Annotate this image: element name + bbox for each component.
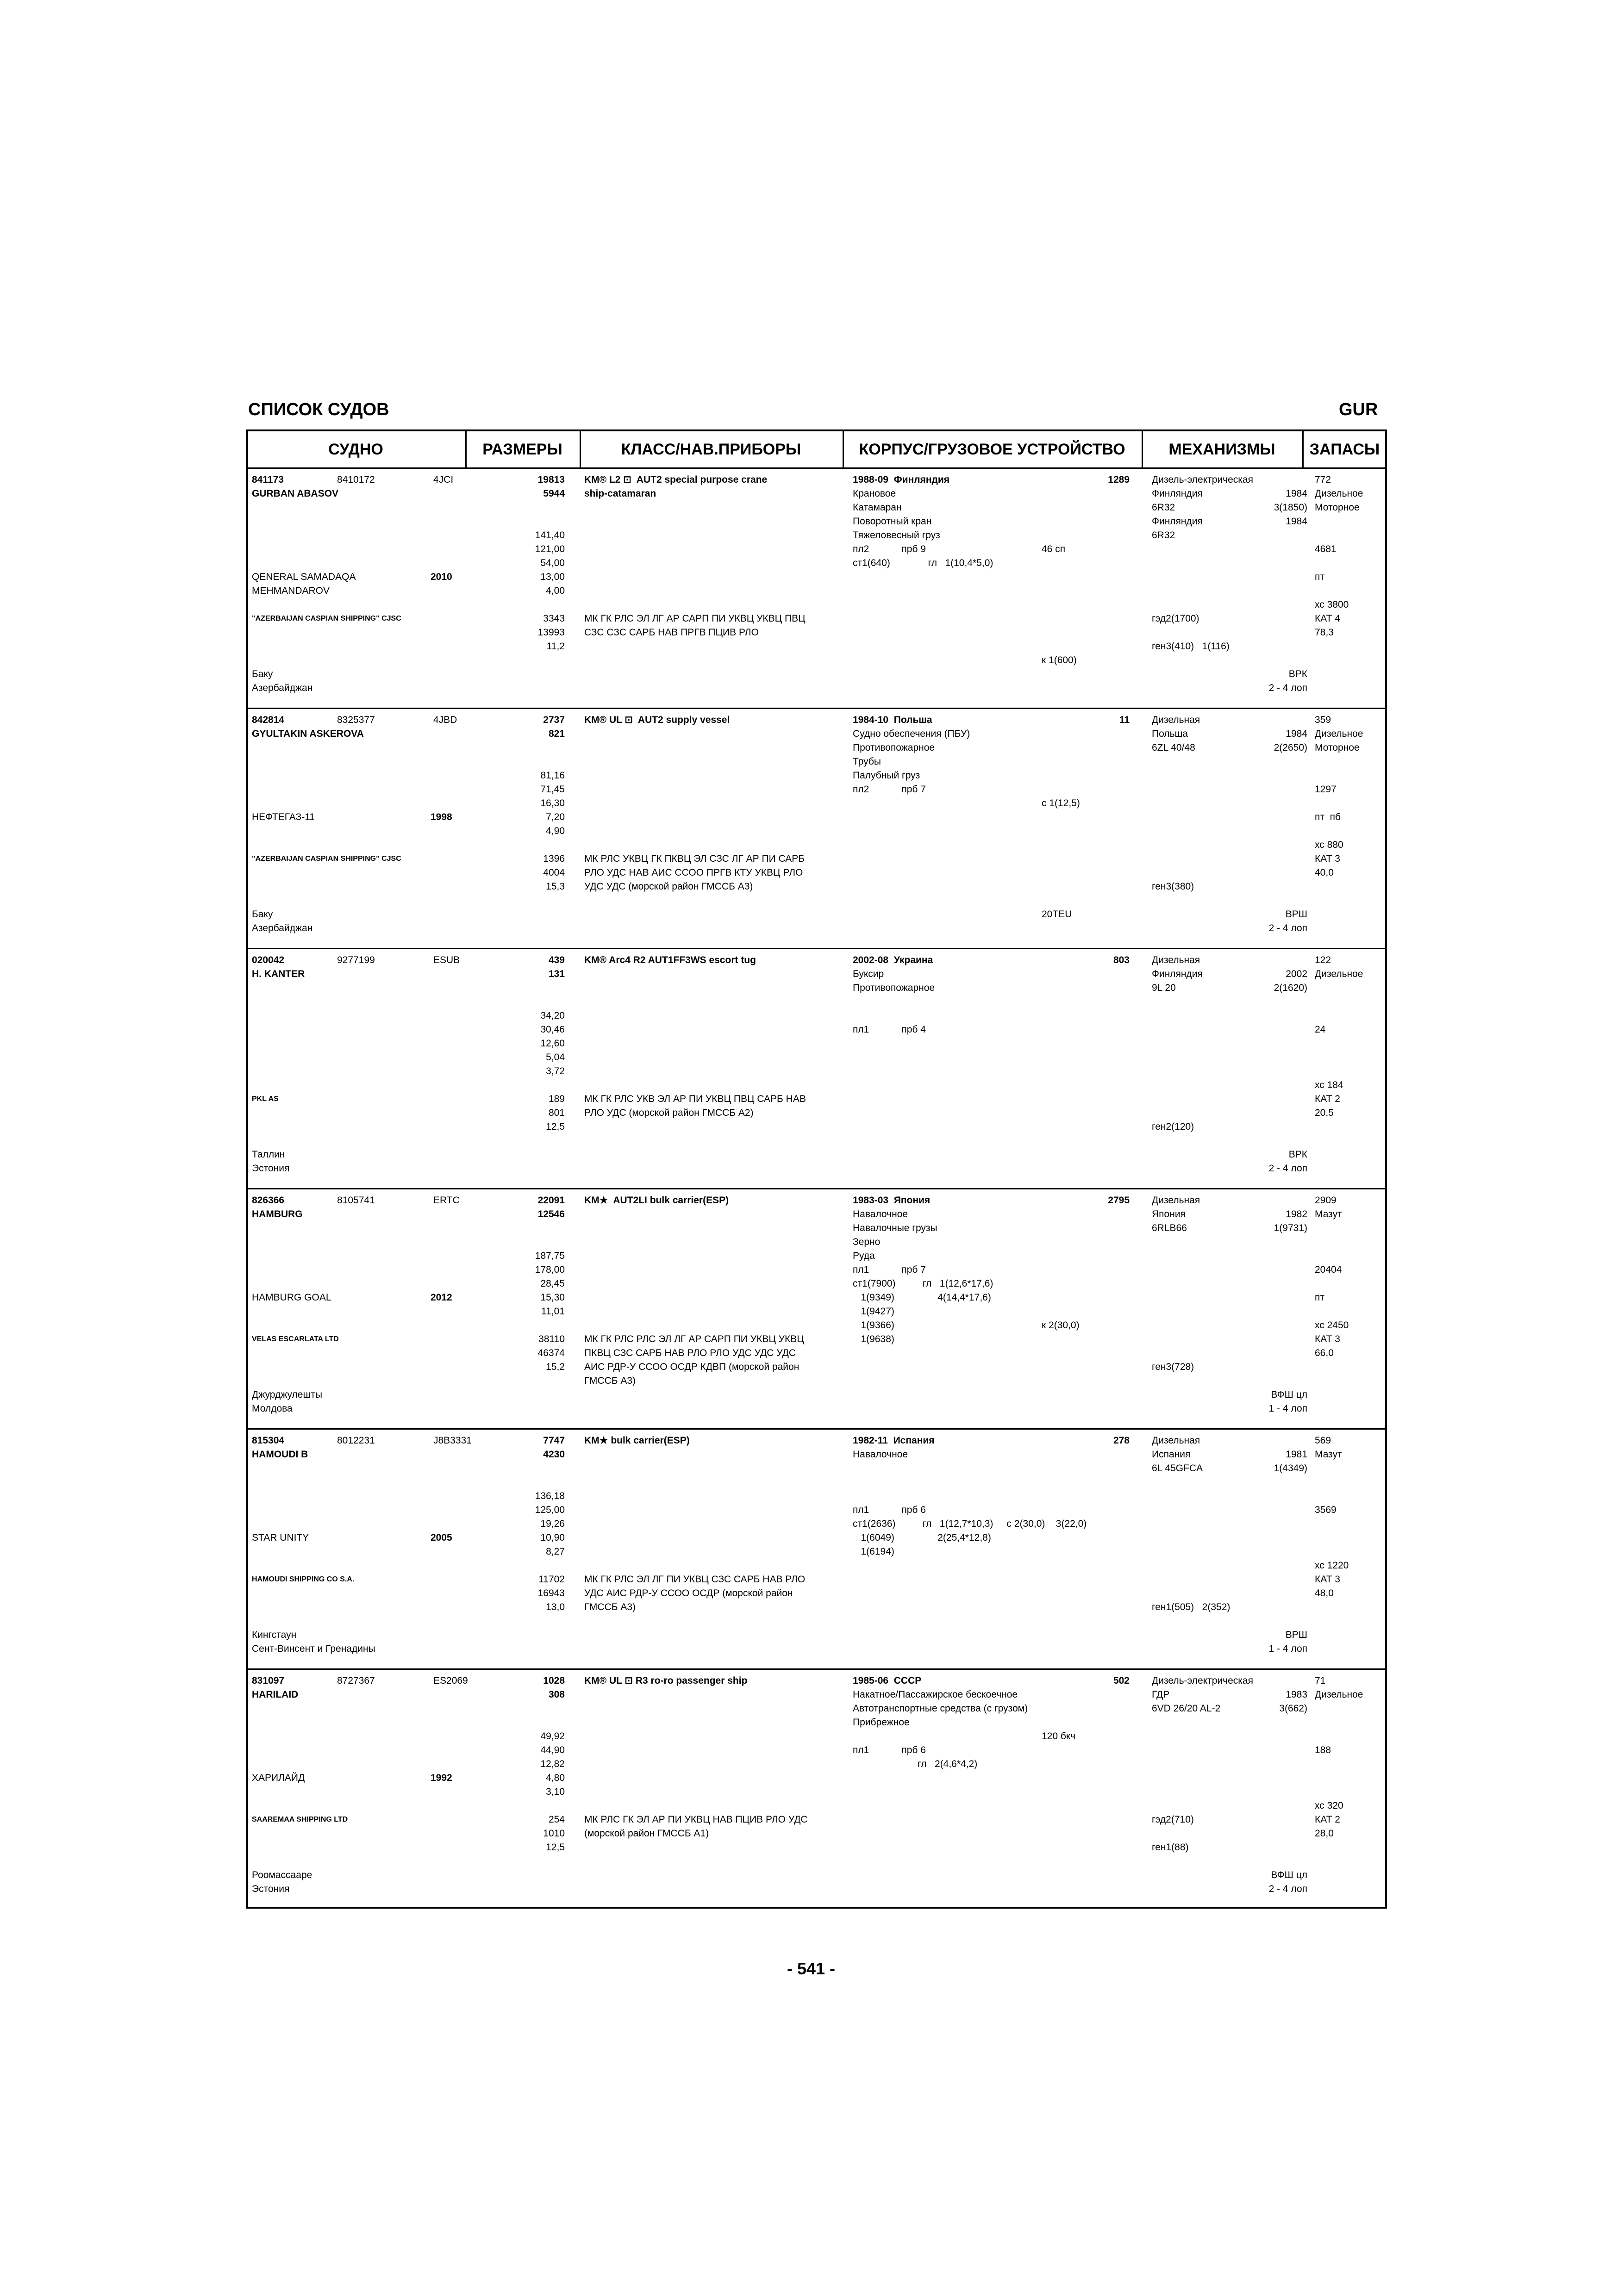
class-notation: KM® Arc4 R2 AUT1FF3WS escort tug — [584, 955, 756, 965]
column-header: СУДНО — [328, 441, 383, 458]
class-notation: KM® UL ⊡ R3 ro-ro passenger ship — [584, 1675, 748, 1686]
ship-name: GYULTAKIN ASKEROVA — [252, 728, 364, 739]
former-name: HAMBURG GOAL — [252, 1292, 331, 1303]
propeller: ВРК 2 - 4 лоп — [1268, 669, 1307, 693]
table-border-right — [1385, 429, 1387, 1909]
nav-equipment: МК ГК РЛС ЭЛ ЛГ АР САРП ПИ УКВЦ УКВЦ ПВЦ СЗС СЗС САРБ НАВ ПРГВ ПЦИВ РЛО — [584, 613, 806, 638]
hull-built: 1983-03 Япония — [853, 1195, 931, 1206]
machinery-year: 1984 2(2650) — [1274, 728, 1307, 753]
hull-number: 1289 — [1108, 474, 1130, 485]
hull-number: 803 — [1113, 955, 1130, 965]
registry-number: 841173 — [252, 474, 284, 485]
imo-number: 8410172 — [337, 474, 375, 485]
entry-separator — [246, 708, 1387, 709]
nav-equipment: МК ГК РЛС УКВ ЭЛ АР ПИ УКВЦ ПВЦ САРБ НАВ РЛО УДС (морской район ГМССБ А2) — [584, 1094, 806, 1118]
nav-equipment: МК РЛС ГК ЭЛ АР ПИ УКВЦ НАВ ПЦИВ РЛО УДС (морской район ГМССБ А1) — [584, 1814, 808, 1839]
nav-equipment: МК ГК РЛС РЛС ЭЛ ЛГ АР САРП ПИ УКВЦ УКВЦ ПКВЦ СЗС САРБ НАВ РЛО РЛО УДС УДС УДС АИС РДР-У ССОО ОСДР КДВП (морской район ГМССБ А3) — [584, 1334, 804, 1386]
ship-name: HAMBURG — [252, 1209, 303, 1220]
dimensions-top: 1028 308 — [543, 1675, 565, 1700]
registry-number: 831097 — [252, 1675, 285, 1686]
stores: 2909 Мазут 20404 пт хс 2450 КАТ 3 66,0 — [1315, 1195, 1349, 1358]
machinery: Дизельная Польша 6ZL 40/48 ген3(380) — [1152, 715, 1200, 892]
column-header: КОРПУС/ГРУЗОВОЕ УСТРОЙСТВО — [859, 441, 1125, 458]
imo-number: 8325377 — [337, 715, 375, 725]
machinery-year: 2002 2(1620) — [1274, 969, 1307, 993]
call-sign: 4JCI — [433, 474, 454, 485]
machinery: Дизельная Испания 6L 45GFCA ген1(505) 2(352) — [1152, 1435, 1230, 1612]
entry-separator — [246, 1188, 1387, 1189]
ship-name: GURBAN ABASOV — [252, 488, 339, 499]
hull-built: 1985-06 СССР — [853, 1675, 922, 1686]
class-notation: KM★ bulk carrier(ESP) — [584, 1435, 690, 1446]
machinery: Дизель-электрическая ГДР 6VD 26/20 AL-2 гэд2(710) ген1(88) — [1152, 1675, 1253, 1853]
hull-extras: 120 бкч — [1042, 1731, 1076, 1742]
hull-extras: 46 сп к 1(600) — [1042, 544, 1077, 666]
owner: HAMOUDI SHIPPING CO S.A. — [252, 1575, 355, 1583]
column-header: РАЗМЕРЫ — [482, 441, 562, 458]
call-sign: 4JBD — [433, 715, 457, 725]
former-name-year: 1992 — [431, 1773, 452, 1783]
class-notation: KM★ AUT2LI bulk carrier(ESP) — [584, 1195, 729, 1206]
machinery: Дизель-электрическая Финляндия 6R32 Финляндия 6R32 гэд2(1700) ген3(410) 1(116) — [1152, 474, 1253, 652]
machinery-year: 1982 1(9731) — [1274, 1209, 1307, 1233]
port-of-registry: Баку Азербайджан — [252, 909, 313, 933]
nav-equipment: МК ГК РЛС ЭЛ ЛГ ПИ УКВЦ СЗС САРБ НАВ РЛО УДС АИС РДР-У ССОО ОСДР (морской район ГМССБ А3) — [584, 1574, 806, 1612]
class-notation: KM® UL ⊡ AUT2 supply vessel — [584, 715, 730, 725]
former-name-year: 2010 — [431, 572, 452, 582]
page-number: - 541 - — [787, 1959, 836, 1978]
owner: VELAS ESCARLATA LTD — [252, 1335, 339, 1343]
dimensions-top: 19813 5944 — [537, 474, 565, 499]
former-name: STAR UNITY — [252, 1532, 309, 1543]
call-sign: ERTC — [433, 1195, 460, 1206]
imo-number: 8012231 — [337, 1435, 375, 1446]
owner: PKL AS — [252, 1095, 279, 1103]
former-name-year: 2005 — [431, 1532, 452, 1543]
entry-separator — [246, 1428, 1387, 1430]
dimensions: 187,75 178,00 28,45 15,30 11,01 38110 46374 15,2 — [535, 1251, 565, 1372]
propeller: ВФШ цл 2 - 4 лоп — [1268, 1870, 1307, 1894]
stores: 71 Дизельное 188 хс 320 КАТ 2 28,0 — [1315, 1675, 1363, 1839]
stores: 359 Дизельное Моторное 1297 пт пб хс 880 КАТ 3 40,0 — [1315, 715, 1363, 878]
port-of-registry: Роомассааре Эстония — [252, 1870, 312, 1894]
stores: 772 Дизельное Моторное 4681 пт хс 3800 КАТ 4 78,3 — [1315, 474, 1363, 638]
table-border-top — [246, 429, 1387, 431]
table-border-bottom — [246, 1907, 1387, 1909]
column-header: КЛАСС/НАВ.ПРИБОРЫ — [621, 441, 801, 458]
propeller: ВФШ цл 1 - 4 лоп — [1268, 1389, 1307, 1414]
entry-separator — [246, 1668, 1387, 1670]
class-notation: KM® L2 ⊡ AUT2 special purpose crane ship-catamaran — [584, 474, 768, 499]
dimensions-top: 22091 12546 — [537, 1195, 565, 1220]
hull-details: Судно обеспечения (ПБУ) Противопожарное Трубы Палубный груз пл2 прб 7 — [853, 728, 970, 795]
hull-details: Навалочное Навалочные грузы Зерно Руда пл1 прб 7 ст1(7900) гл 1(12,6*17,6) 1(9349) 4(14,4*17,6) 1(9427) 1(9366) 1(9638) — [853, 1209, 993, 1344]
former-name: НЕФТЕГАЗ-11 — [252, 812, 315, 822]
hull-extras: с 1(12,5) 20TEU — [1042, 798, 1080, 920]
hull-built: 1984-10 Польша — [853, 715, 932, 725]
former-name: ХАРИЛАЙД — [252, 1773, 305, 1783]
port-of-registry: Кингстаун Сент-Винсент и Гренадины — [252, 1630, 375, 1654]
hull-details: Накатное/Пассажирское бескоечное Автотранспортные средства (с грузом) Прибрежное пл1 прб 6 гл 2(4,6*4,2) — [853, 1689, 1028, 1769]
machinery-year: 1983 3(662) — [1279, 1689, 1307, 1714]
stores: 569 Мазут 3569 хс 1220 КАТ 3 48,0 — [1315, 1435, 1349, 1599]
port-of-registry: Таллин Эстония — [252, 1149, 290, 1174]
machinery: Дизельная Япония 6RLB66 ген3(728) — [1152, 1195, 1200, 1372]
dimensions: 81,16 71,45 16,30 7,20 4,90 1396 4004 15,3 — [540, 770, 565, 892]
hull-number: 2795 — [1108, 1195, 1130, 1206]
registry-number: 842814 — [252, 715, 285, 725]
hull-details: Буксир Противопожарное пл1 прб 4 — [853, 969, 935, 1035]
dimensions-top: 7747 4230 — [543, 1435, 565, 1460]
imo-number: 9277199 — [337, 955, 375, 965]
hull-number: 11 — [1119, 715, 1130, 725]
port-of-registry: Баку Азербайджан — [252, 669, 313, 693]
machinery: Дизельная Финляндия 9L 20 ген2(120) — [1152, 955, 1203, 1132]
dimensions-top: 439 131 — [548, 955, 565, 979]
ship-name: HAMOUDI B — [252, 1449, 308, 1460]
dimensions: 136,18 125,00 19,26 10,90 8,27 11702 16943 13,0 — [535, 1491, 565, 1612]
hull-number: 502 — [1113, 1675, 1130, 1686]
call-sign: J8B3331 — [433, 1435, 472, 1446]
call-sign: ES2069 — [433, 1675, 468, 1686]
owner: "AZERBAIJAN CASPIAN SHIPPING" CJSC — [252, 615, 401, 622]
machinery-year: 1984 3(1850) 1984 — [1274, 488, 1307, 527]
hull-built: 2002-08 Украина — [853, 955, 933, 965]
hull-number: 278 — [1113, 1435, 1130, 1446]
ship-name: HARILAID — [252, 1689, 299, 1700]
dimensions: 49,92 44,90 12,82 4,80 3,10 254 1010 12,5 — [540, 1731, 565, 1853]
nav-equipment: МК РЛС УКВЦ ГК ПКВЦ ЭЛ СЗС ЛГ АР ПИ САРБ РЛО УДС НАВ АИС ССОО ПРГВ КТУ УКВЦ РЛО УДС УДС (морской район ГМССБ А3) — [584, 853, 805, 892]
propeller: ВРШ 1 - 4 лоп — [1268, 1630, 1307, 1654]
former-name-year: 1998 — [431, 812, 452, 822]
registry-number: 020042 — [252, 955, 285, 965]
dimensions: 34,20 30,46 12,60 5,04 3,72 189 801 12,5 — [540, 1010, 565, 1132]
machinery-year: 1981 1(4349) — [1274, 1449, 1307, 1474]
page-code: GUR — [1339, 400, 1378, 419]
ship-name: H. KANTER — [252, 969, 305, 979]
owner: SAAREMAA SHIPPING LTD — [252, 1816, 348, 1823]
header-separator — [246, 467, 1387, 469]
propeller: ВРШ 2 - 4 лоп — [1268, 909, 1307, 933]
propeller: ВРК 2 - 4 лоп — [1268, 1149, 1307, 1174]
dimensions: 141,40 121,00 54,00 13,00 4,00 3343 13993 11,2 — [535, 530, 565, 652]
imo-number: 8105741 — [337, 1195, 375, 1206]
call-sign: ESUB — [433, 955, 460, 965]
page-title: СПИСОК СУДОВ — [248, 400, 389, 419]
entry-separator — [246, 948, 1387, 949]
hull-built: 1982-11 Испания — [853, 1435, 935, 1446]
column-header: ЗАПАСЫ — [1309, 441, 1380, 458]
imo-number: 8727367 — [337, 1675, 375, 1686]
hull-details: Крановое Катамаран Поворотный кран Тяжеловесный груз пл2 прб 9 ст1(640) гл 1(10,4*5,0) — [853, 488, 993, 568]
table-border-left — [246, 429, 248, 1909]
registry-number: 826366 — [252, 1195, 285, 1206]
registry-number: 815304 — [252, 1435, 285, 1446]
column-header: МЕХАНИЗМЫ — [1168, 441, 1275, 458]
former-name-year: 2012 — [431, 1292, 452, 1303]
port-of-registry: Джурджулешты Молдова — [252, 1389, 323, 1414]
hull-extras: к 2(30,0) — [1042, 1320, 1080, 1331]
stores: 122 Дизельное 24 хс 184 КАТ 2 20,5 — [1315, 955, 1363, 1118]
hull-details: Навалочное пл1 прб 6 ст1(2636) гл 1(12,7*10,3) с 2(30,0) 3(22,0) 1(6049) 2(25,4*12,8) 1(6194) — [853, 1449, 1087, 1557]
hull-built: 1988-09 Финляндия — [853, 474, 950, 485]
dimensions-top: 2737 821 — [543, 715, 565, 739]
owner: "AZERBAIJAN CASPIAN SHIPPING" CJSC — [252, 855, 401, 863]
former-name: QENERAL SAMADAQA MEHMANDAROV — [252, 572, 356, 596]
